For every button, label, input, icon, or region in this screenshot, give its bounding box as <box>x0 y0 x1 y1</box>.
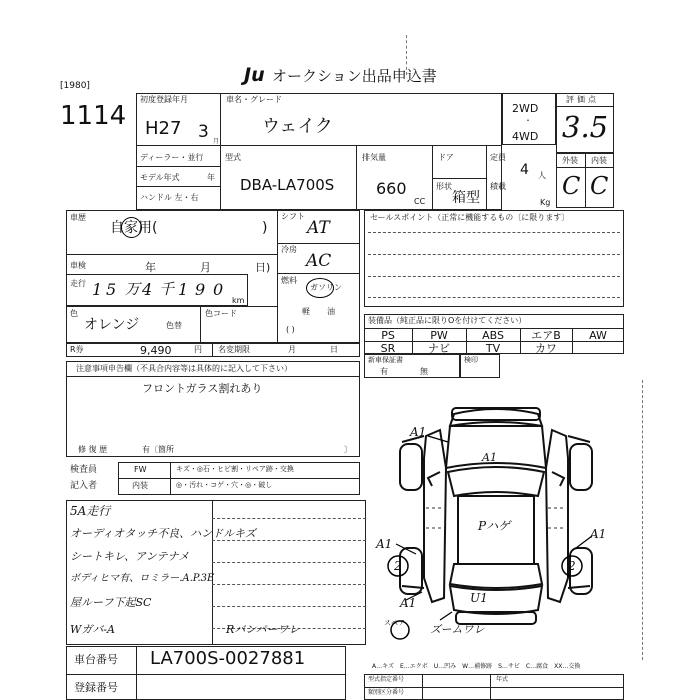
lot-number: 1114 <box>60 101 127 131</box>
mileage-sen: 千 <box>159 280 175 298</box>
mileage-d5: 1 <box>178 280 189 299</box>
first-reg-label: 初度登録年月 <box>140 95 188 104</box>
mileage-label: 走行 <box>70 279 86 288</box>
shape-value: 箱型 <box>452 190 480 206</box>
a1-hood: A1 <box>482 451 497 464</box>
fuel-paren: ( ) <box>286 325 295 334</box>
note-line-5: 屋ルーフ下起SC <box>70 596 152 609</box>
first-reg-era: H27 <box>145 118 182 139</box>
damage-legend: A…キズ E…エクボ U…凹み W…補修跡 S…サビ C…腐食 XX…交換 <box>372 663 581 670</box>
shape-label: 形状 <box>436 182 452 191</box>
fuel-gas: ガソリン <box>310 283 342 292</box>
dealer-row-1: ディーラー・並行 <box>140 153 204 162</box>
interior-check-label: 内装 <box>132 481 148 490</box>
first-reg-month: 3 <box>198 122 209 142</box>
displacement-label: 排気量 <box>362 153 386 162</box>
spare-label: スペア <box>384 619 405 627</box>
shaken-day: 日) <box>255 261 271 274</box>
note-line-1: 5A走行 <box>70 504 111 518</box>
reg-label: 登録番号 <box>74 681 118 694</box>
fw-items: キズ・◎石・ヒビ割・リペア跡・交換 <box>176 465 294 473</box>
a1-left: A1 <box>376 537 393 551</box>
drive-4wd: 4WD <box>512 130 539 143</box>
warranty-label: 新車保証書 <box>368 356 403 364</box>
equip-pw: PW <box>430 329 448 342</box>
capacity-label: 定員 <box>490 153 506 162</box>
color-label: 色 <box>70 309 78 318</box>
shaken-label: 車検 <box>70 261 86 270</box>
roof-note: Pハゲ <box>478 519 511 533</box>
u1-tailgate: U1 <box>470 591 488 605</box>
capacity-unit: 人 <box>538 171 546 180</box>
a1-right: A1 <box>590 527 607 541</box>
equip-tv: TV <box>485 342 501 355</box>
door-label: ドア <box>438 153 454 162</box>
dealer-row-3: ハンドル 左・右 <box>140 193 199 202</box>
circle-2-right: 2 <box>568 559 576 573</box>
dealer-row-2: モデル年式 <box>140 173 180 182</box>
note-line-6: Wガバ-A <box>70 623 115 636</box>
rken-label: R券 <box>70 345 84 354</box>
color-code-label: 色コード <box>205 309 237 318</box>
fuel-label: 燃料 <box>281 276 297 285</box>
fuel-oil: 油 <box>327 307 335 316</box>
color-change-label: 色替 <box>166 321 182 330</box>
history-label: 車歴 <box>70 213 86 222</box>
mileage-d0: 1 <box>92 280 103 299</box>
warranty-yes: 有 <box>380 367 388 376</box>
shift-label: シフト <box>281 212 305 221</box>
car-name-value: ウェイク <box>262 116 333 137</box>
note-line-3: シートキレ、アンテナメ <box>70 550 190 563</box>
note-line-4: ボディヒマ有、ロミラー.A.P.3E <box>70 573 215 584</box>
load-unit: Kg <box>540 198 551 207</box>
name-change-label: 名変期限 <box>218 345 250 354</box>
rken-row <box>66 343 360 357</box>
interior-items: ◎・汚れ・コゲ・穴・◎・破し <box>176 481 273 489</box>
equip-navi: ナビ <box>428 342 450 355</box>
repair-history-close: 〕 <box>344 445 352 454</box>
name-change-day: 日 <box>330 345 338 354</box>
fw-label: FW <box>134 465 147 474</box>
rating-value: 3.5 <box>562 110 609 144</box>
spec-label-c: 年式 <box>496 676 509 683</box>
equip-ps: PS <box>381 329 395 342</box>
history-circle <box>121 217 142 238</box>
equip-sr: SR <box>380 342 396 355</box>
mileage-d7: 0 <box>213 280 224 299</box>
notice-title: 注意事項申告欄（不具合内容等は具体的に記入して下さい） <box>76 364 292 373</box>
type-label: 型式 <box>225 153 241 162</box>
doc-code: [1980] <box>60 81 90 91</box>
drive-2wd: 2WD <box>512 102 539 115</box>
history-value: 自家用( <box>110 220 158 236</box>
interior-grade: C <box>590 172 609 200</box>
sales-point-box <box>364 210 624 307</box>
ju-logo: Ju <box>244 64 265 86</box>
equip-leather: カワ <box>535 342 557 355</box>
fuel-light: 軽 <box>302 307 310 316</box>
glass-crack-note: ズームワレ <box>430 623 485 636</box>
car-name-label: 車名・グレード <box>226 95 282 104</box>
rear-bumper-note: Rバンパーワレ <box>226 623 300 636</box>
name-change-month: 月 <box>288 345 296 354</box>
mileage-d3: 4 <box>142 280 153 299</box>
rken-unit: 円 <box>194 345 202 354</box>
spec-label-a: 型式指定番号 <box>368 676 405 683</box>
fold-guide <box>642 380 643 660</box>
note-line-2: オーディオタッチ不良、ハンドルキズ <box>70 527 256 540</box>
capacity-value: 4 <box>520 162 529 178</box>
sales-point-title: セールスポイント（正常に機能するもの〔に限ります〕 <box>370 213 570 222</box>
fuel-circle <box>306 278 334 298</box>
chassis-label: 車台番号 <box>74 653 118 666</box>
shaken-month: 月 <box>200 261 211 274</box>
load-label: 積載 <box>490 182 506 191</box>
displacement-unit: CC <box>414 197 426 206</box>
header-title: オークション出品申込書 <box>272 67 437 85</box>
exterior-label: 外装 <box>562 156 578 165</box>
chassis-value: LA700S-0027881 <box>150 648 306 669</box>
shift-value: AT <box>307 218 330 238</box>
repair-history-value: 有〔箇所 <box>142 445 174 454</box>
equip-aw: AW <box>589 329 607 342</box>
recorder-label: 記入者 <box>70 481 98 491</box>
circle-2-left: 2 <box>394 559 402 573</box>
repair-history-label: 修 復 歴 <box>78 445 108 454</box>
dealer-unit: 年 <box>207 173 215 182</box>
inspector-label: 検査員 <box>70 465 98 475</box>
a1-top-left: A1 <box>410 425 427 439</box>
rating-label: 評価点 <box>566 95 599 104</box>
top-guide <box>406 35 407 75</box>
mileage-unit: km <box>232 296 245 305</box>
equipment-title: 装備品（純正品に限りOを付けてください） <box>368 316 527 325</box>
notice-body: フロントガラス割れあり <box>142 382 263 395</box>
check-stamp-label: 検印 <box>464 356 478 364</box>
history-close: ) <box>262 220 268 236</box>
rken-value: 9,490 <box>140 344 172 357</box>
displacement-value: 660 <box>376 179 407 198</box>
mileage-man: 万 <box>125 280 141 298</box>
drive-sep: ・ <box>524 116 532 125</box>
shaken-year: 年 <box>145 261 156 274</box>
type-value: DBA-LA700S <box>240 176 335 194</box>
cooler-value: AC <box>306 251 332 271</box>
spec-label-b: 類別区分番号 <box>368 689 405 696</box>
equip-airbag: エアB <box>531 329 561 342</box>
cooler-label: 冷房 <box>281 245 297 254</box>
a1-bottom-left: A1 <box>400 596 417 610</box>
color-value: オレンジ <box>84 317 140 333</box>
mileage-d1: 5 <box>106 280 117 299</box>
exterior-grade: C <box>562 172 581 200</box>
mileage-d6: 9 <box>195 280 206 299</box>
equip-abs: ABS <box>482 329 504 342</box>
interior-label: 内装 <box>591 156 607 165</box>
warranty-no: 無 <box>420 367 428 376</box>
month-unit: 月 <box>213 138 220 145</box>
